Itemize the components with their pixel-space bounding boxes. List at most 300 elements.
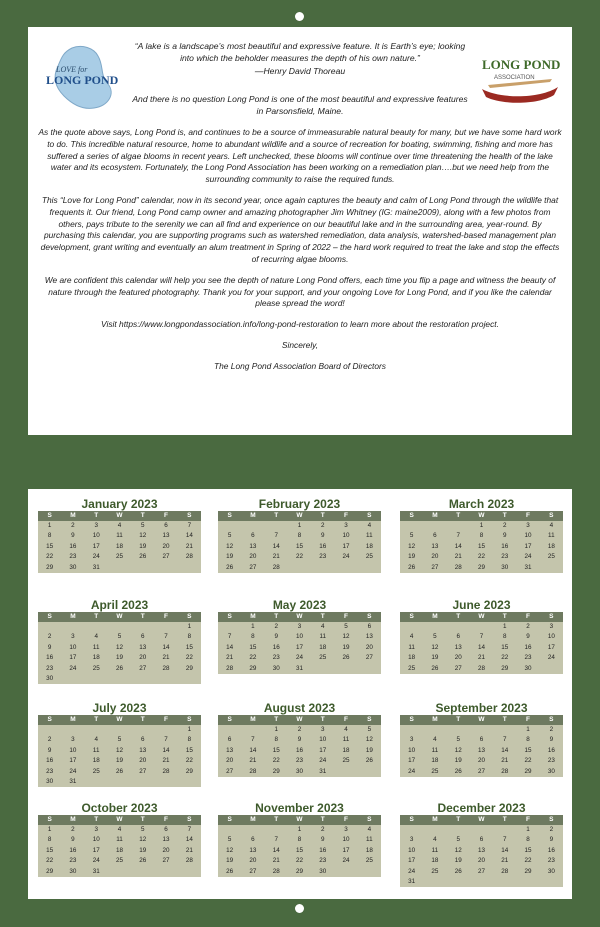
day-cell: 29	[524, 767, 532, 775]
day-cell: 2	[297, 726, 302, 733]
weekday-label: W	[116, 613, 123, 620]
day-cell: 16	[295, 746, 303, 754]
weekday-label: S	[227, 512, 232, 519]
day-cell: 25	[365, 857, 373, 865]
day-cell	[447, 877, 470, 887]
day-cell: 20	[162, 542, 170, 550]
day-cell: 6	[251, 836, 255, 844]
day-cell: 2	[47, 736, 52, 744]
weekday-label: F	[526, 613, 531, 620]
day-cell: 27	[226, 767, 234, 775]
day-cell: 9	[71, 532, 75, 540]
week-row	[38, 531, 201, 541]
day-cell: 29	[295, 867, 303, 875]
day-cell: 10	[319, 736, 327, 744]
day-cell: 13	[431, 542, 439, 550]
day-cell: 29	[46, 867, 54, 875]
day-cell: 11	[116, 532, 123, 540]
day-cell: 3	[344, 522, 348, 529]
weekday-label: M	[432, 816, 438, 823]
day-cell: 3	[94, 522, 98, 529]
day-cell	[400, 725, 423, 735]
weekday-label: F	[164, 816, 169, 823]
week-row	[400, 622, 563, 632]
day-cell: 21	[226, 654, 234, 662]
day-cell: 29	[46, 563, 54, 571]
day-cell: 31	[92, 867, 100, 875]
day-cell: 15	[501, 643, 509, 651]
day-cell: 9	[47, 643, 52, 651]
day-cell: 15	[295, 542, 303, 550]
day-cell: 29	[185, 767, 193, 775]
day-cell: 22	[295, 857, 303, 865]
day-cell: 24	[524, 553, 532, 561]
week-row	[218, 521, 381, 531]
day-cell	[493, 877, 516, 887]
day-cell: 7	[164, 633, 168, 641]
day-cell: 28	[162, 664, 170, 672]
week-row	[400, 552, 563, 562]
day-cell: 13	[139, 746, 147, 754]
weekday-label: T	[140, 716, 145, 723]
day-cell	[334, 563, 357, 573]
day-cell	[447, 725, 470, 735]
weekday-label: T	[140, 512, 145, 519]
day-cell: 17	[408, 757, 416, 765]
weekday-label: M	[70, 716, 76, 723]
day-cell	[400, 521, 423, 531]
day-cell	[334, 867, 357, 877]
day-cell: 5	[227, 836, 232, 844]
weekday-label: F	[526, 716, 531, 723]
day-cell: 8	[274, 736, 278, 744]
week-row	[218, 653, 381, 663]
day-cell	[61, 725, 84, 735]
day-cell	[85, 622, 108, 632]
day-cell: 10	[295, 633, 303, 641]
day-cell: 28	[162, 767, 170, 775]
day-cell	[154, 563, 177, 573]
day-cell	[265, 825, 288, 835]
day-cell	[154, 867, 177, 877]
day-cell: 12	[139, 532, 147, 540]
day-cell: 25	[365, 553, 373, 561]
day-cell: 17	[342, 542, 350, 550]
month-calendar	[400, 599, 563, 674]
day-cell: 18	[115, 542, 123, 550]
day-cell: 26	[454, 867, 462, 875]
day-cell: 25	[408, 664, 416, 672]
day-cell	[131, 674, 154, 684]
weekday-header	[400, 715, 563, 725]
day-cell: 19	[365, 746, 373, 754]
day-cell	[38, 725, 61, 735]
day-cell: 25	[92, 767, 100, 775]
day-cell: 24	[69, 664, 77, 672]
day-cell: 18	[92, 757, 100, 765]
week-row	[400, 725, 563, 735]
day-cell: 20	[139, 654, 147, 662]
weekday-label: T	[456, 613, 461, 620]
day-cell: 19	[431, 654, 439, 662]
weekday-label: T	[140, 613, 145, 620]
day-cell: 5	[456, 736, 460, 744]
weekday-label: M	[432, 716, 438, 723]
day-cell: 19	[139, 542, 147, 550]
day-cell	[218, 521, 241, 531]
weekday-label: W	[116, 512, 123, 519]
day-cell: 12	[342, 633, 350, 641]
day-cell	[358, 664, 381, 674]
week-row	[400, 542, 563, 552]
week-row	[38, 622, 201, 632]
month-grid	[400, 612, 563, 674]
day-cell: 18	[431, 757, 439, 765]
day-cell: 10	[408, 846, 416, 854]
day-cell: 19	[226, 857, 234, 865]
day-cell: 31	[319, 767, 327, 775]
day-cell: 7	[274, 532, 278, 540]
day-cell: 18	[115, 846, 123, 854]
day-cell: 18	[92, 654, 100, 662]
day-cell: 8	[251, 633, 255, 641]
letter-paragraph-2: This “Love for Long Pond” calendar, now in its second year, once again captures the beauty and calm of Long Pond through the wildlife that frequents it. Our friend, Long Pond camp owner and amazing photographer Jim Whitney (IG: maine2009), along with a few photos from others, pays tribute to the serenity we can all find and experience on our beautiful lake and in the surrounding area, year-round. By purchasing this calendar, you are supporting programs such as watershed remediation, data analysis, watershed-based management plan development, grant writing and eventually an alum treatment in Spring of 2022 – the hard work required to treat the lake and stop the effects of recurring algae blooms.	[40, 194, 560, 264]
day-cell: 11	[431, 746, 439, 754]
day-cell: 16	[46, 654, 54, 662]
day-cell: 12	[226, 846, 234, 854]
day-cell: 9	[549, 736, 554, 744]
day-cell: 12	[226, 542, 234, 550]
day-cell: 21	[249, 757, 257, 765]
day-cell: 2	[526, 623, 530, 630]
day-cell	[154, 674, 177, 684]
week-row	[38, 725, 201, 735]
day-cell: 16	[547, 846, 555, 854]
month-calendar	[400, 702, 563, 777]
day-cell: 26	[226, 563, 234, 571]
day-cell: 16	[524, 643, 532, 651]
weekday-header	[218, 815, 381, 825]
week-row	[38, 735, 201, 745]
day-cell	[470, 725, 493, 735]
day-cell: 6	[251, 532, 255, 540]
day-cell	[108, 563, 131, 573]
week-row	[400, 632, 563, 642]
month-grid	[38, 612, 201, 684]
day-cell: 27	[454, 664, 462, 672]
week-row	[38, 674, 201, 684]
day-cell: 1	[479, 522, 484, 529]
month-calendar	[38, 802, 201, 877]
day-cell: 6	[164, 826, 168, 833]
day-cell: 30	[501, 563, 509, 571]
day-cell: 16	[547, 746, 555, 754]
day-cell: 17	[92, 846, 100, 854]
day-cell: 24	[408, 767, 416, 775]
day-cell	[178, 777, 201, 787]
month-grid	[400, 511, 563, 573]
day-cell: 1	[274, 726, 278, 733]
day-cell: 13	[162, 836, 170, 844]
day-cell: 14	[477, 643, 485, 651]
weekday-label: F	[164, 613, 169, 620]
day-cell: 2	[71, 826, 75, 833]
day-cell: 20	[431, 553, 439, 561]
day-cell: 11	[408, 643, 415, 651]
day-cell: 5	[367, 726, 372, 733]
day-cell: 7	[456, 532, 460, 540]
day-cell: 12	[431, 643, 439, 651]
weekday-label: F	[344, 512, 349, 519]
day-cell: 9	[321, 532, 325, 540]
day-cell	[358, 563, 381, 573]
day-cell: 30	[46, 777, 54, 785]
day-cell: 16	[272, 643, 280, 651]
weekday-label: T	[502, 613, 507, 620]
day-cell: 28	[272, 563, 280, 571]
day-cell: 2	[47, 633, 52, 641]
day-cell: 8	[297, 532, 302, 540]
day-cell: 14	[162, 746, 170, 754]
day-cell: 17	[69, 654, 77, 662]
day-cell: 14	[454, 542, 462, 550]
day-cell	[131, 777, 154, 787]
day-cell: 15	[185, 746, 193, 754]
day-cell: 8	[47, 836, 52, 844]
week-row	[38, 653, 201, 663]
day-cell: 30	[272, 664, 280, 672]
day-cell: 16	[69, 542, 77, 550]
day-cell: 13	[477, 746, 485, 754]
day-cell: 1	[187, 726, 192, 733]
day-cell: 25	[342, 757, 350, 765]
weekday-label: W	[296, 512, 303, 519]
week-row	[400, 563, 563, 573]
day-cell: 8	[297, 836, 302, 844]
day-cell: 15	[272, 746, 280, 754]
day-cell: 6	[479, 836, 484, 844]
weekday-label: W	[116, 816, 123, 823]
weekday-header	[400, 612, 563, 622]
day-cell: 24	[295, 654, 303, 662]
quote-followup: And there is no question Long Pond is one of the most beautiful and expressive features in Parsonsfield, Maine.	[132, 94, 468, 117]
day-cell: 18	[319, 643, 327, 651]
day-cell	[447, 622, 470, 632]
day-cell	[358, 767, 381, 777]
month-title: February 2023	[258, 497, 341, 511]
month-calendar	[400, 802, 563, 887]
weekday-label: F	[344, 816, 349, 823]
day-cell: 30	[319, 867, 327, 875]
day-cell: 1	[297, 826, 302, 833]
month-calendar	[38, 702, 201, 787]
weekday-header	[218, 511, 381, 521]
day-cell: 6	[141, 633, 145, 641]
month-calendar	[218, 498, 381, 573]
weekday-label: W	[296, 613, 303, 620]
letter-paragraph-4: Visit https://www.longpondassociation.info/long-pond-restoration to learn more about the restoration project.	[101, 319, 499, 330]
day-cell: 5	[117, 736, 122, 744]
week-row	[38, 756, 201, 766]
day-cell	[540, 563, 563, 573]
day-cell: 22	[185, 757, 193, 765]
weekday-label: T	[274, 613, 279, 620]
day-cell: 24	[342, 553, 350, 561]
day-cell: 26	[342, 654, 350, 662]
day-cell: 19	[454, 757, 462, 765]
week-row	[400, 531, 563, 541]
day-cell: 14	[226, 643, 234, 651]
day-cell: 5	[141, 826, 145, 833]
day-cell: 26	[115, 767, 123, 775]
day-cell: 9	[503, 532, 507, 540]
week-row	[218, 835, 381, 845]
month-title: May 2023	[272, 598, 327, 612]
day-cell	[493, 825, 516, 835]
week-row	[218, 746, 381, 756]
weekday-label: S	[409, 716, 414, 723]
quote-author: —Henry David Thoreau	[254, 65, 346, 76]
day-cell: 4	[433, 836, 437, 844]
weekday-label: F	[344, 613, 349, 620]
day-cell: 27	[365, 654, 373, 662]
month-grid	[38, 511, 201, 573]
day-cell: 28	[501, 767, 509, 775]
day-cell	[493, 725, 516, 735]
day-cell: 14	[162, 643, 170, 651]
day-cell: 8	[479, 532, 484, 540]
month-title: November 2023	[255, 801, 344, 815]
weekday-label: S	[187, 716, 192, 723]
week-row	[400, 846, 563, 856]
month-calendar	[38, 599, 201, 684]
month-title: July 2023	[92, 701, 147, 715]
day-cell: 11	[342, 736, 350, 744]
weekday-header	[38, 511, 201, 521]
day-cell: 5	[141, 522, 145, 529]
day-cell: 3	[71, 633, 75, 641]
day-cell: 20	[365, 643, 373, 651]
day-cell: 18	[365, 542, 373, 550]
weekday-label: S	[549, 816, 554, 823]
day-cell: 13	[365, 633, 373, 641]
letter-panel	[28, 27, 572, 435]
week-row	[400, 521, 563, 531]
day-cell: 25	[92, 664, 100, 672]
day-cell: 13	[249, 542, 257, 550]
day-cell: 5	[409, 532, 414, 540]
day-cell	[131, 725, 154, 735]
weekday-label: S	[47, 716, 52, 723]
day-cell	[447, 521, 470, 531]
day-cell: 4	[433, 736, 437, 744]
day-cell: 20	[477, 857, 485, 865]
day-cell: 4	[117, 522, 122, 529]
week-row	[38, 542, 201, 552]
day-cell: 5	[433, 633, 437, 641]
day-cell: 23	[69, 857, 77, 865]
week-row	[400, 767, 563, 777]
weekday-header	[400, 815, 563, 825]
weekday-label: S	[47, 512, 52, 519]
day-cell: 1	[187, 623, 192, 630]
day-cell: 26	[408, 563, 416, 571]
month-grid	[38, 715, 201, 787]
day-cell: 23	[46, 767, 54, 775]
day-cell	[108, 674, 131, 684]
day-cell: 15	[524, 846, 532, 854]
weekday-label: M	[250, 816, 256, 823]
week-row	[400, 746, 563, 756]
day-cell: 1	[47, 522, 52, 529]
day-cell: 17	[295, 643, 303, 651]
week-row	[400, 653, 563, 663]
day-cell: 30	[524, 664, 532, 672]
day-cell: 22	[185, 654, 193, 662]
weekday-label: T	[94, 816, 99, 823]
day-cell: 15	[249, 643, 257, 651]
weekday-label: T	[94, 716, 99, 723]
day-cell: 5	[456, 836, 460, 844]
day-cell: 14	[501, 846, 509, 854]
day-cell: 16	[501, 542, 509, 550]
weekday-label: W	[478, 613, 485, 620]
weekday-label: T	[274, 512, 279, 519]
week-row	[400, 867, 563, 877]
day-cell: 20	[454, 654, 462, 662]
day-cell	[400, 622, 423, 632]
day-cell: 15	[46, 846, 54, 854]
day-cell: 4	[117, 826, 122, 833]
weekday-label: T	[94, 512, 99, 519]
day-cell: 10	[92, 836, 100, 844]
month-calendar	[218, 802, 381, 877]
day-cell: 10	[69, 746, 77, 754]
day-cell: 23	[272, 654, 280, 662]
week-row	[400, 877, 563, 887]
day-cell	[38, 622, 61, 632]
month-grid	[218, 815, 381, 877]
letter-signature: The Long Pond Association Board of Directors	[214, 360, 386, 371]
day-cell: 2	[274, 623, 278, 630]
weekday-label: T	[502, 716, 507, 723]
day-cell: 8	[503, 633, 507, 641]
day-cell: 28	[454, 563, 462, 571]
day-cell: 10	[69, 643, 77, 651]
day-cell: 11	[548, 532, 555, 540]
day-cell	[423, 825, 446, 835]
day-cell: 18	[365, 846, 373, 854]
day-cell: 19	[342, 643, 350, 651]
day-cell: 22	[477, 553, 485, 561]
week-row	[38, 835, 201, 845]
day-cell	[108, 725, 131, 735]
day-cell: 27	[139, 767, 147, 775]
day-cell: 2	[549, 826, 554, 833]
month-title: April 2023	[90, 598, 149, 612]
weekday-label: S	[227, 716, 232, 723]
day-cell: 8	[526, 836, 530, 844]
week-row	[218, 552, 381, 562]
day-cell	[470, 877, 493, 887]
week-row	[38, 856, 201, 866]
day-cell	[334, 664, 357, 674]
day-cell: 30	[547, 767, 555, 775]
day-cell	[218, 825, 241, 835]
weekday-header	[400, 511, 563, 521]
day-cell: 11	[116, 836, 123, 844]
day-cell: 18	[547, 542, 555, 550]
